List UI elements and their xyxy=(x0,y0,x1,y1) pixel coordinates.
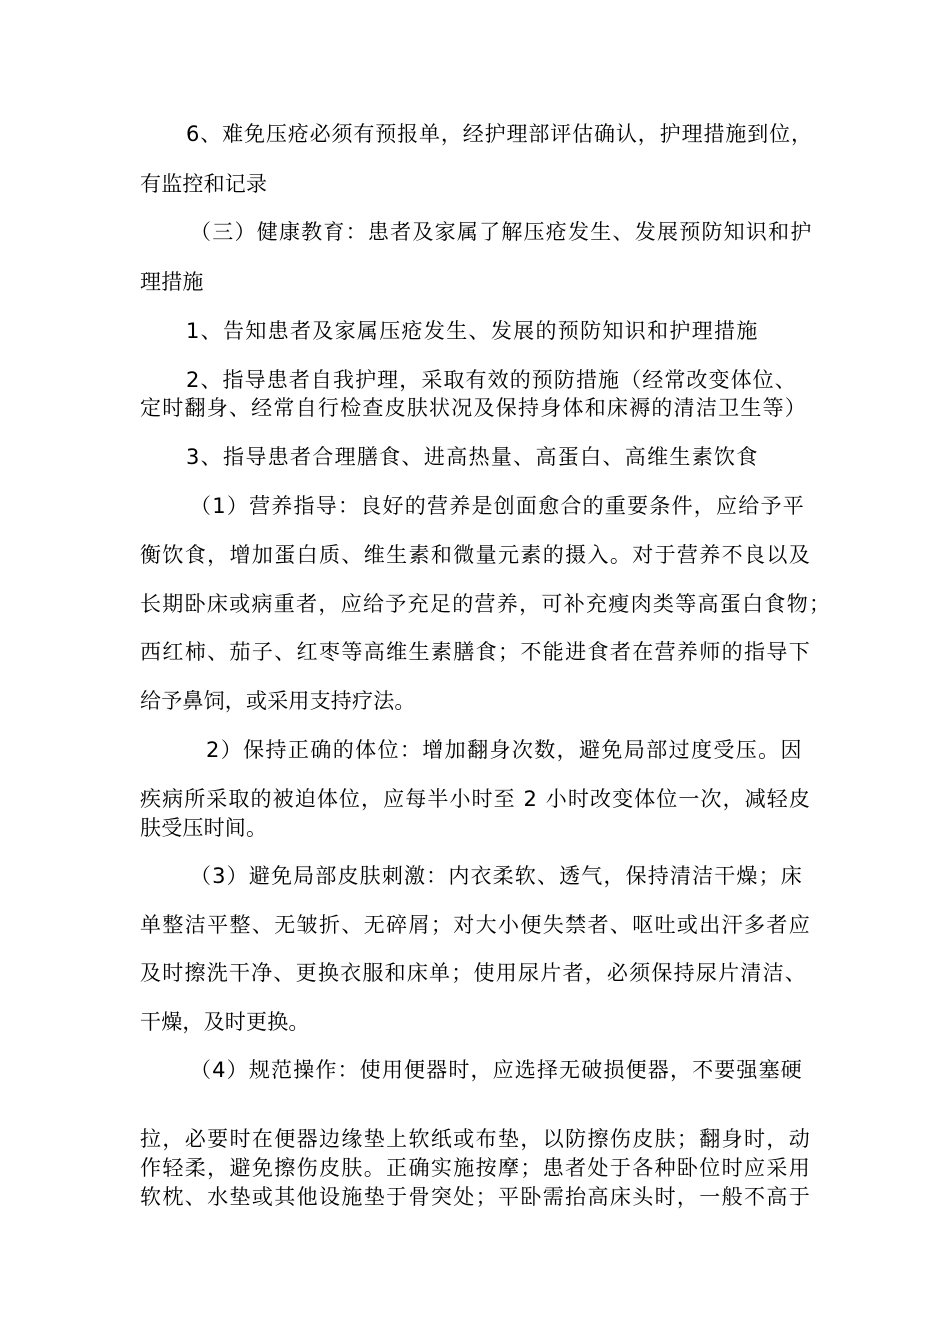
text-line: 疾病所采取的被迫体位，应每半小时至 2 小时改变体位一次，减轻皮 xyxy=(140,787,812,811)
text-line: 及时擦洗干净、更换衣服和床单；使用尿片者，必须保持尿片清洁、 xyxy=(140,961,808,985)
section-heading: （三）健康教育：患者及家属了解压疮发生、发展预防知识和护 xyxy=(190,220,813,244)
text-line: 3、指导患者合理膳食、进高热量、高蛋白、高维生素饮食 xyxy=(186,445,759,469)
text-line: 1、告知患者及家属压疮发生、发展的预防知识和护理措施 xyxy=(186,319,759,343)
text-line: 6、难免压疮必须有预报单，经护理部评估确认，护理措施到位， xyxy=(186,122,813,146)
text-line: 理措施 xyxy=(140,270,204,294)
text-line: 软枕、水垫或其他设施垫于骨突处；平卧需抬高床头时，一般不高于 xyxy=(140,1185,812,1209)
text-line: 2）保持正确的体位：增加翻身次数，避免局部过度受压。因 xyxy=(206,738,803,762)
text-line: 拉，必要时在便器边缘垫上软纸或布垫，以防擦伤皮肤；翻身时，动 xyxy=(140,1127,812,1151)
text-line: 肤受压时间。 xyxy=(140,816,268,840)
text-line: 给予鼻饲，或采用支持疗法。 xyxy=(140,689,416,713)
text-line: 作轻柔，避免擦伤皮肤。正确实施按摩；患者处于各种卧位时应采用 xyxy=(140,1156,812,1180)
text-line: 单整洁平整、无皱折、无碎屑；对大小便失禁者、呕吐或出汗多者应 xyxy=(140,913,812,937)
text-line: （3）避免局部皮肤刺激：内衣柔软、透气，保持清洁干燥；床 xyxy=(190,864,803,888)
text-line: 有监控和记录 xyxy=(140,172,268,196)
text-line: 干燥，及时更换。 xyxy=(140,1010,310,1034)
text-line: 西红柿、茄子、红枣等高维生素膳食；不能进食者在营养师的指导下 xyxy=(140,640,812,664)
text-line: 衡饮食，增加蛋白质、维生素和微量元素的摄入。对于营养不良以及 xyxy=(140,543,812,567)
text-line: 2、指导患者自我护理，采取有效的预防措施（经常改变体位、 xyxy=(186,368,797,392)
text-line: （1）营养指导：良好的营养是创面愈合的重要条件，应给予平 xyxy=(190,494,805,518)
text-line: （4）规范操作：使用便器时，应选择无破损便器，不要强塞硬 xyxy=(190,1058,803,1082)
text-line: 长期卧床或病重者，应给予充足的营养，可补充瘦肉类等高蛋白食物； xyxy=(140,592,832,616)
text-line: 定时翻身、经常自行检查皮肤状况及保持身体和床褥的清洁卫生等） xyxy=(140,396,808,420)
